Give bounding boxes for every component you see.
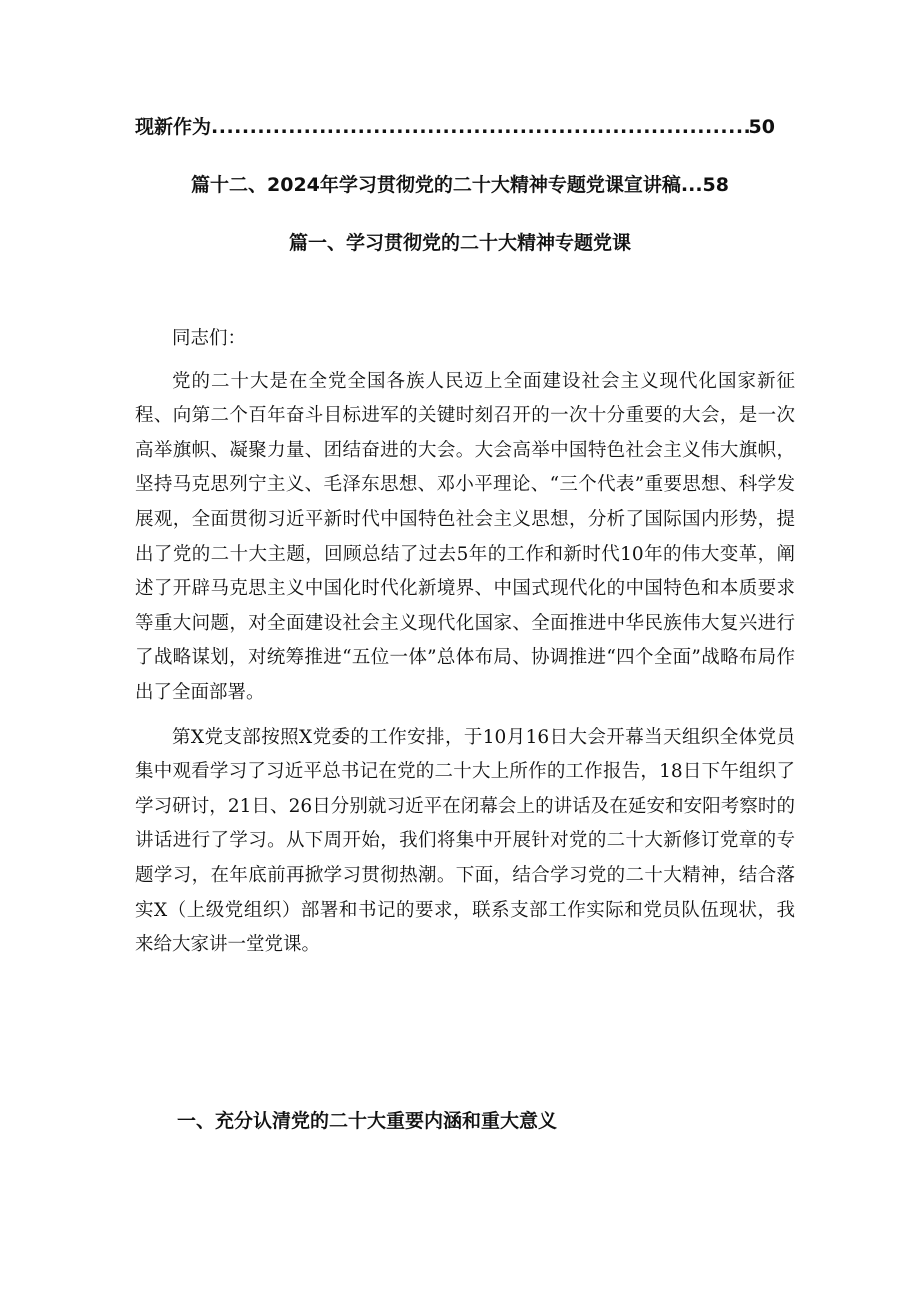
- toc-entry-text: 篇十二、2024年学习贯彻党的二十大精神专题党课宣讲稿...58: [191, 174, 729, 196]
- toc-entry-previous[interactable]: [135, 112, 775, 142]
- document-title: 篇一、学习贯彻党的二十大精神专题党课: [288, 232, 631, 254]
- toc-entry-page: 50: [748, 116, 775, 138]
- greeting: 同志们：: [172, 328, 247, 349]
- toc-leader-dots: [211, 116, 749, 138]
- section-heading: 一、充分认清党的二十大重要内涵和重大意义: [177, 1110, 558, 1132]
- body-paragraph: 党的二十大是在全党全国各族人民迈上全面建设社会主义现代化国家新征程、向第二个百年奋斗目标进军的关键时刻召开的一次十分重要的大会，是一次高举旗帜、凝聚力量、团结奋进的大会。大会高举中国特色社会主义伟大旗帜，坚持马克思列宁主义、毛泽东思想、邓小平理论、“三个代表”重要思想、科学发展观，全面贯彻习近平新时代中国特色社会主义思想，分析了国际国内形势，提出了党的二十大主题，回顾总结了过去5年的工作和新时代10年的伟大变革，阐述了开辟马克思主义中国化时代化新境界、中国式现代化的中国特色和本质要求等重大问题，对全面建设社会主义现代化国家、全面推进中华民族伟大复兴进行了战略谋划，对统筹推进“五位一体”总体布局、协调推进“四个全面”战略布局作出了全面部署。: [135, 370, 795, 703]
- toc-entry-text: 现新作为: [135, 116, 212, 138]
- document-body: [135, 322, 795, 963]
- body-paragraph: 第X党支部按照X党委的工作安排，于10月16日大会开幕当天组织全体党员集中观看学习了习近平总书记在党的二十大上所作的工作报告，18日下午组织了学习研讨，21日、26日分别就习近平在闭幕会上的讲话及在延安和安阳考察时的讲话进行了学习。从下周开始，我们将集中开展针对党的二十大新修订党章的专题学习，在年底前再掀学习贯彻热潮。下面，结合学习党的二十大精神，结合落实X（上级党组织）部署和书记的要求，联系支部工作实际和党员队伍现状，我来给大家讲一堂党课。: [135, 726, 795, 956]
- toc-entry-12[interactable]: [0, 170, 920, 197]
